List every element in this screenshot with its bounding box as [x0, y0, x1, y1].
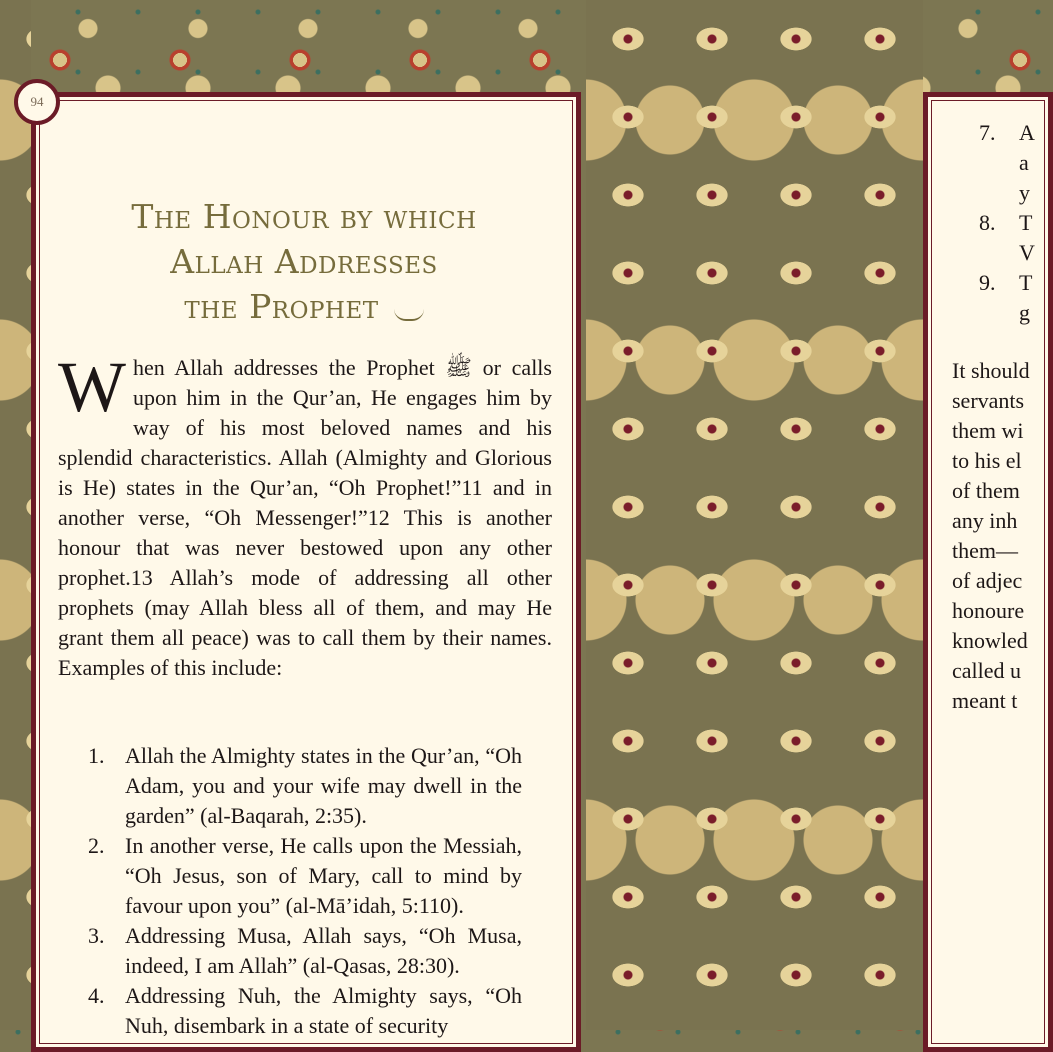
- title-line-1: The Honour by which: [131, 197, 477, 237]
- continued-list: [979, 118, 1049, 328]
- list-item: [979, 268, 1049, 328]
- title-line-3: [98, 284, 510, 329]
- list-number: 1.: [88, 743, 105, 768]
- list-number: 9.: [979, 270, 996, 295]
- intro-paragraph: [58, 347, 552, 683]
- paragraph-line: called u: [952, 658, 1022, 683]
- list-item-text: Addressing Musa, Allah says, “Oh Musa, indeed, I am Allah” (al-Qasas, 28:30).: [125, 923, 522, 978]
- list-number: 3.: [88, 923, 105, 948]
- list-number: 7.: [979, 120, 996, 145]
- list-item-text: Addressing Nuh, the Almighty says, “Oh Nuh, disembark in a state of security: [125, 983, 522, 1038]
- list-number: 4.: [88, 983, 105, 1008]
- title-line-2: Allah Addresses: [170, 242, 438, 282]
- paragraph-line: of them: [952, 478, 1020, 503]
- paragraph-line: knowled: [952, 628, 1028, 653]
- paragraph-line: to his el: [952, 448, 1022, 473]
- list-item-text: [1019, 118, 1035, 208]
- decorative-pattern-left: [0, 0, 31, 1030]
- salutation-icon: [394, 299, 424, 321]
- list-number: 2.: [88, 833, 105, 858]
- list-number: 8.: [979, 210, 996, 235]
- list-item-fragment: y: [1019, 180, 1030, 205]
- list-item: [88, 831, 522, 921]
- list-item-fragment: a: [1019, 150, 1029, 175]
- paragraph-line: any inh: [952, 508, 1018, 533]
- paragraph-line: servants: [952, 388, 1025, 413]
- paragraph-line: It should: [952, 358, 1030, 383]
- paragraph-line: meant t: [952, 688, 1018, 713]
- list-item: [88, 981, 522, 1041]
- list-item-text: Allah the Almighty states in the Qur’an, “Oh Adam, you and your wife may dwell in the garden” (al-Baqarah, 2:35).: [125, 743, 522, 828]
- right-page-paragraph: [952, 356, 1028, 716]
- paragraph-line: them wi: [952, 418, 1024, 443]
- list-item-fragment: A: [1019, 120, 1035, 145]
- list-item: [979, 118, 1049, 208]
- paragraph-line: honoure: [952, 598, 1025, 623]
- list-item: [979, 208, 1049, 268]
- list-item: [88, 741, 522, 831]
- list-item-fragment: T: [1019, 210, 1033, 235]
- list-item-fragment: g: [1019, 300, 1030, 325]
- paragraph-line: of adjec: [952, 568, 1023, 593]
- drop-cap: W: [58, 347, 126, 427]
- list-item-text: In another verse, He calls upon the Messiah, “Oh Jesus, son of Mary, call to mind by favour upon you” (al-Mā’idah, 5:110).: [125, 833, 522, 918]
- title-line-3-text: the Prophet: [184, 287, 379, 327]
- decorative-pattern-center: [586, 0, 923, 1030]
- intro-text: hen Allah addresses the Prophet ﷺ or calls upon him in the Qur’an, He engages him by way of his most beloved names and his splendid characteristics. Allah (Almighty and Glorious is He) states in the Qur’an, “Oh Prophet!”11 and in another verse, “Oh Messenger!”12 This is another honour that was never bestowed upon any other prophet.13 Allah’s mode of addressing all other prophets (may Allah bless all of them, and may He grant them all peace) was to call them by their names. Examples of this include:: [58, 355, 552, 680]
- list-item-text: [1019, 268, 1032, 328]
- list-item-fragment: V: [1019, 240, 1035, 265]
- examples-list: [88, 741, 522, 1041]
- paragraph-line: them—: [952, 538, 1018, 563]
- list-item-fragment: T: [1019, 270, 1033, 295]
- list-item-text: [1019, 208, 1035, 268]
- list-item: [88, 921, 522, 981]
- chapter-title: [98, 194, 510, 329]
- page-number: 94: [14, 79, 60, 125]
